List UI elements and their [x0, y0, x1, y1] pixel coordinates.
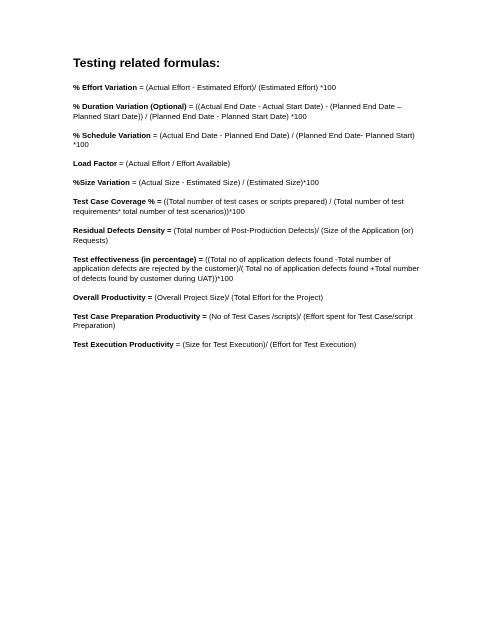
formula-name: Residual Defects Density = — [73, 226, 174, 236]
formula-load-factor — [73, 159, 423, 169]
formula-test-effectiveness — [73, 255, 423, 284]
formula-text: (Actual Size - Estimated Size) / (Estimated Size)*100 — [138, 178, 319, 188]
formula-name: % Effort Variation — [73, 83, 138, 92]
formula-schedule-variation — [73, 131, 423, 150]
formula-name: Test Case Preparation Productivity = — [73, 311, 209, 321]
formula-test-execution-productivity — [73, 340, 423, 350]
formula-text: ((Actual End Date - Actual Start Date) - (Planned End Date – Planned Start Date)) / (Planned End Date - Planned Start Date) *100 — [73, 102, 402, 121]
formula-text: (Total number of Post-Production Defects)/ (Size of the Application (or) Requests) — [73, 226, 414, 245]
formula-residual-defects-density — [73, 226, 423, 245]
formula-name: Test Execution Productivity — [73, 340, 174, 350]
formula-text: ((Total no of application defects found -Total number of application defects are rejected by the customer)/( Total no of application defects found +Total number of defects found by customer during UAT))*100 — [73, 254, 420, 283]
formula-name: % Duration Variation (Optional) — [73, 102, 187, 112]
formula-name: %Size Variation — [73, 178, 130, 188]
formula-text: (Size for Test Execution)/ (Effort for Test Execution) — [182, 340, 357, 350]
page-title: Testing related formulas: — [73, 56, 221, 70]
formula-size-variation — [73, 178, 423, 188]
formula-eq: = — [137, 83, 146, 92]
formula-name: Overall Productivity = — [73, 292, 155, 302]
formula-text: (Actual Effort - Estimated Effort)/ (Estimated Effort) *100 — [145, 83, 336, 92]
formula-overall-productivity — [73, 293, 423, 303]
formula-eq: = — [150, 130, 160, 140]
formula-name: Test Case Coverage % = — [73, 197, 164, 207]
formula-duration-variation — [73, 102, 423, 121]
formula-text: (Actual Effort / Effort Available) — [125, 159, 231, 169]
formula-eq: = — [186, 102, 196, 112]
formula-name: Load Factor — [73, 159, 117, 169]
formula-name: % Schedule Variation — [73, 130, 151, 140]
formula-eq: = — [173, 340, 183, 350]
document-page — [73, 56, 423, 360]
formula-eq: = — [129, 178, 139, 188]
formula-text: (Actual End Date - Planned End Date) / (Planned End Date- Planned Start) *100 — [73, 130, 415, 150]
formula-test-case-preparation-productivity — [73, 312, 423, 331]
formula-text: ((Total number of test cases or scripts prepared) / (Total number of test requirements* total number of test scenarios))*100 — [73, 197, 404, 216]
formula-text: (Overall Project Size)/ (Total Effort for the Project) — [154, 292, 324, 302]
formula-text: (No of Test Cases /scripts)/ (Effort spent for Test Case/script Preparation) — [73, 311, 413, 331]
formula-eq: = — [117, 159, 126, 169]
formula-test-case-coverage — [73, 197, 423, 216]
formula-name: Test effectiveness (in percentage) = — [73, 254, 206, 264]
formula-effort-variation — [73, 83, 423, 93]
